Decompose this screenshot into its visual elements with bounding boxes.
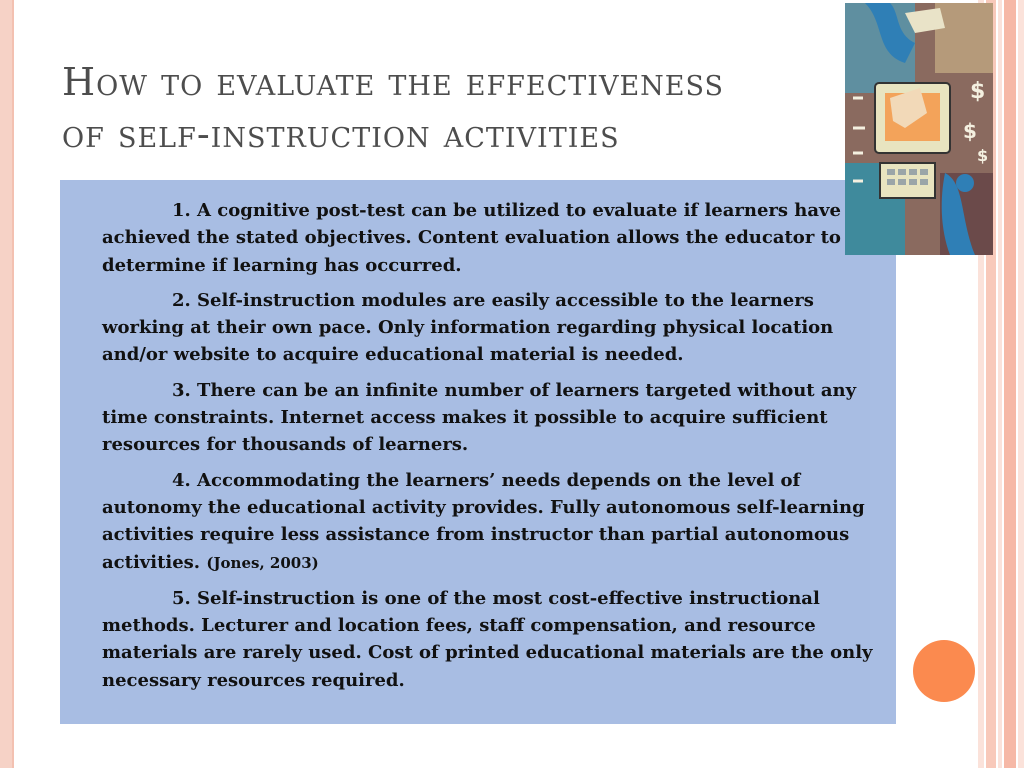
- title-line-1: How to evaluate the effectiveness: [62, 60, 725, 104]
- clipart-symbol: $: [970, 79, 986, 104]
- clipart-svg: [845, 3, 993, 255]
- content-list: [102, 197, 892, 702]
- slide-title: [62, 56, 842, 160]
- left-border-line: [12, 0, 14, 768]
- list-item: 5. Self-instruction is one of the most cost-effective instructional methods. Lecturer and location fees, staff compensation, and resource materials are rarely used. Cost of printed educational materials are the only necessary resources required.: [102, 587, 873, 691]
- title-line-2: of self-instruction activities: [62, 112, 620, 156]
- computer-clipart-image: [845, 3, 993, 255]
- list-item: 4. Accommodating the learners’ needs depends on the level of autonomy the educational activity provides. Fully autonomous self-learning activities require less assistance from instructor than partial autonomous activities. (Jones, 2003): [102, 469, 865, 573]
- list-item: 3. There can be an infinite number of learners targeted without any time constraints. Internet access makes it possible to acquire sufficient resources for thousands of learners.: [102, 379, 857, 456]
- clipart-symbol: $: [963, 119, 977, 143]
- left-border-stripe: [0, 0, 12, 768]
- clipart-symbol: $: [977, 146, 989, 165]
- list-item: 1. A cognitive post-test can be utilized to evaluate if learners have achieved the stated objectives. Content evaluation allows the educator to determine if learning has occurred.: [102, 200, 841, 276]
- decorative-orange-circle: [913, 640, 975, 702]
- citation: (Jones, 2003): [206, 553, 319, 572]
- list-item: 2. Self-instruction modules are easily accessible to the learners working at their own pace. Only information regarding physical location and/or website to acquire educational material is needed.: [102, 289, 834, 366]
